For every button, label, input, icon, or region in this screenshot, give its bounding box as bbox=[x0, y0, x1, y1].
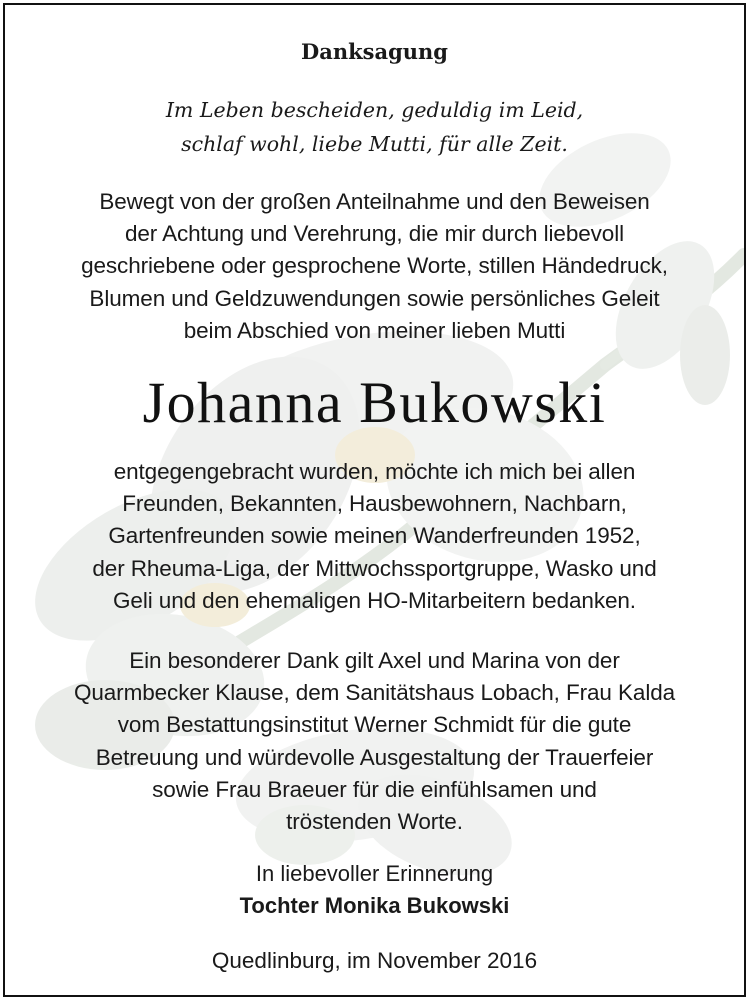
thanks-line: Gartenfreunden sowie meinen Wanderfreunden 1952, bbox=[108, 523, 641, 549]
intro-line: beim Abschied von meiner lieben Mutti bbox=[183, 317, 566, 343]
intro-line: Bewegt von der großen Anteilnahme und den Beweisen bbox=[99, 189, 650, 214]
intro-paragraph bbox=[5, 186, 744, 347]
memorial-motto bbox=[5, 93, 744, 161]
deceased-name: Johanna Bukowski bbox=[142, 370, 607, 435]
thanks-line: Geli und den ehemaligen HO-Mitarbeitern bedanken. bbox=[113, 587, 636, 613]
special-thanks-line: vom Bestattungsinstitut Werner Schmidt für die gute bbox=[117, 712, 632, 738]
closing-phrase: In liebevoller Erinnerung bbox=[255, 861, 494, 886]
intro-line: der Achtung und Verehrung, die mir durch liebevoll bbox=[124, 221, 625, 247]
motto-line: schlaf wohl, liebe Mutti, für alle Zeit. bbox=[181, 132, 568, 156]
special-thanks-line: Quarmbecker Klause, dem Sanitätshaus Lobach, Frau Kalda bbox=[73, 680, 676, 706]
thanks-line: der Rheuma-Liga, der Mittwochssportgruppe, Wasko und bbox=[92, 555, 657, 581]
obituary-notice bbox=[3, 3, 746, 997]
motto-line: Im Leben bescheiden, geduldig im Leid, bbox=[165, 98, 584, 122]
intro-line: geschriebene oder gesprochene Worte, stillen Händedruck, bbox=[81, 253, 668, 279]
thanks-line: entgegengebracht wurden, möchte ich mich bei allen bbox=[113, 459, 636, 484]
special-thanks-line: sowie Frau Braeuer für die einfühlsamen und bbox=[152, 776, 597, 802]
place-and-date: Quedlinburg, im November 2016 bbox=[211, 948, 538, 973]
special-thanks-line: Betreuung und würdevolle Ausgestaltung der Trauerfeier bbox=[95, 744, 654, 770]
notice-heading: Danksagung bbox=[301, 39, 448, 64]
signer-name: Tochter Monika Bukowski bbox=[239, 893, 510, 918]
special-thanks-line: Ein besonderer Dank gilt Axel und Marina von der bbox=[129, 648, 620, 673]
intro-line: Blumen und Geldzuwendungen sowie persönliches Geleit bbox=[89, 285, 660, 311]
special-thanks-line: tröstenden Worte. bbox=[286, 809, 463, 835]
special-thanks-paragraph bbox=[5, 645, 744, 838]
closing-block bbox=[5, 858, 744, 922]
thanks-line: Freunden, Bekannten, Hausbewohnern, Nachbarn, bbox=[122, 491, 627, 517]
thanks-paragraph bbox=[5, 456, 744, 617]
